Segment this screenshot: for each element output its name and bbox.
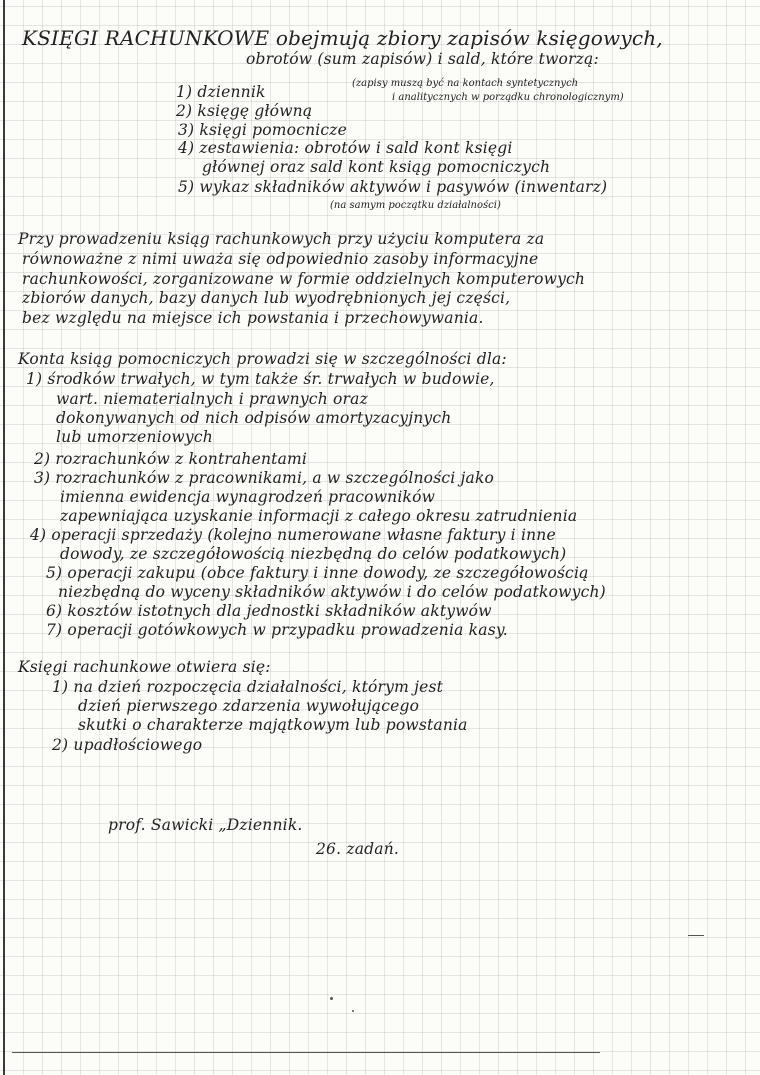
list3-line-7: imienna ewidencja wynagrodzeń pracowników bbox=[60, 488, 436, 506]
side-note-1: (zapisy muszą być na kontach syntetycznych bbox=[352, 78, 579, 89]
heading-line-1: KSIĘGI RACHUNKOWE obejmują zbiory zapisów księgowych, bbox=[22, 26, 663, 50]
list3-line-10: dowody, ze szczegółowością niezbędną do celów podatkowych) bbox=[60, 545, 567, 563]
signature-line-2: 26. zadań. bbox=[316, 840, 400, 858]
list3-line-6: 3) rozrachunków z pracownikami, a w szczególności jako bbox=[34, 469, 495, 487]
para2-line-5: bez względu na miejsce ich powstania i przechowywania. bbox=[22, 309, 484, 327]
stray-mark bbox=[688, 935, 704, 936]
para4-heading: Księgi rachunkowe otwiera się: bbox=[18, 658, 271, 676]
para2-line-4: zbiorów danych, bazy danych lub wyodrębnionych jej części, bbox=[22, 289, 511, 307]
list4-line-3: skutki o charakterze majątkowym lub powstania bbox=[78, 716, 468, 734]
list3-line-11: 5) operacji zakupu (obce faktury i inne dowody, ze szczegółowością bbox=[46, 564, 589, 582]
side-note-2: i analitycznych w porządku chronologicznym) bbox=[392, 92, 624, 103]
inventory-note: (na samym początku działalności) bbox=[330, 200, 501, 211]
list4-line-4: 2) upadłościowego bbox=[52, 736, 203, 754]
stray-dot bbox=[330, 997, 333, 1000]
list3-line-12: niezbędną do wyceny składników aktywów i do celów podatkowych) bbox=[58, 583, 606, 601]
list3-line-3: dokonywanych od nich odpisów amortyzacyjnych bbox=[56, 409, 452, 427]
list1-item-2: 2) księgę główną bbox=[176, 102, 313, 120]
list3-line-5: 2) rozrachunków z kontrahentami bbox=[34, 450, 308, 468]
heading-line-2: obrotów (sum zapisów) i sald, które tworzą: bbox=[246, 50, 599, 68]
para3-heading: Konta ksiąg pomocniczych prowadzi się w szczególności dla: bbox=[18, 350, 507, 368]
list3-line-2: wart. niematerialnych i prawnych oraz bbox=[56, 390, 368, 408]
list4-line-1: 1) na dzień rozpoczęcia działalności, którym jest bbox=[52, 678, 444, 696]
list3-line-8: zapewniająca uzyskanie informacji z całego okresu zatrudnienia bbox=[60, 507, 578, 525]
list3-line-4: lub umorzeniowych bbox=[56, 428, 213, 446]
list3-line-14: 7) operacji gotówkowych w przypadku prowadzenia kasy. bbox=[46, 621, 508, 639]
list1-item-4b: głównej oraz sald kont ksiąg pomocniczych bbox=[202, 158, 551, 176]
list3-line-13: 6) kosztów istotnych dla jednostki składników aktywów bbox=[46, 602, 492, 620]
list3-line-1: 1) środków trwałych, w tym także śr. trwałych w budowie, bbox=[26, 370, 495, 388]
list1-item-4: 4) zestawienia: obrotów i sald kont księgi bbox=[178, 139, 513, 157]
list1-item-3: 3) księgi pomocnicze bbox=[178, 121, 348, 139]
para2-line-1: Przy prowadzeniu ksiąg rachunkowych przy użyciu komputera za bbox=[18, 230, 545, 248]
list1-item-1: 1) dziennik bbox=[176, 83, 266, 101]
para2-line-3: rachunkowości, zorganizowane w formie oddzielnych komputerowych bbox=[22, 270, 586, 288]
stray-dot bbox=[352, 1010, 354, 1012]
list3-line-9: 4) operacji sprzedaży (kolejno numerowane własne faktury i inne bbox=[30, 526, 556, 544]
bottom-rule bbox=[12, 1052, 600, 1053]
para2-line-2: równoważne z nimi uważa się odpowiednio zasoby informacyjne bbox=[22, 250, 539, 268]
signature-line-1: prof. Sawicki „Dziennik. bbox=[108, 816, 303, 834]
list4-line-2: dzień pierwszego zdarzenia wywołującego bbox=[78, 697, 420, 715]
list1-item-5: 5) wykaz składników aktywów i pasywów (inwentarz) bbox=[178, 178, 608, 196]
page-left-edge bbox=[3, 0, 5, 1075]
